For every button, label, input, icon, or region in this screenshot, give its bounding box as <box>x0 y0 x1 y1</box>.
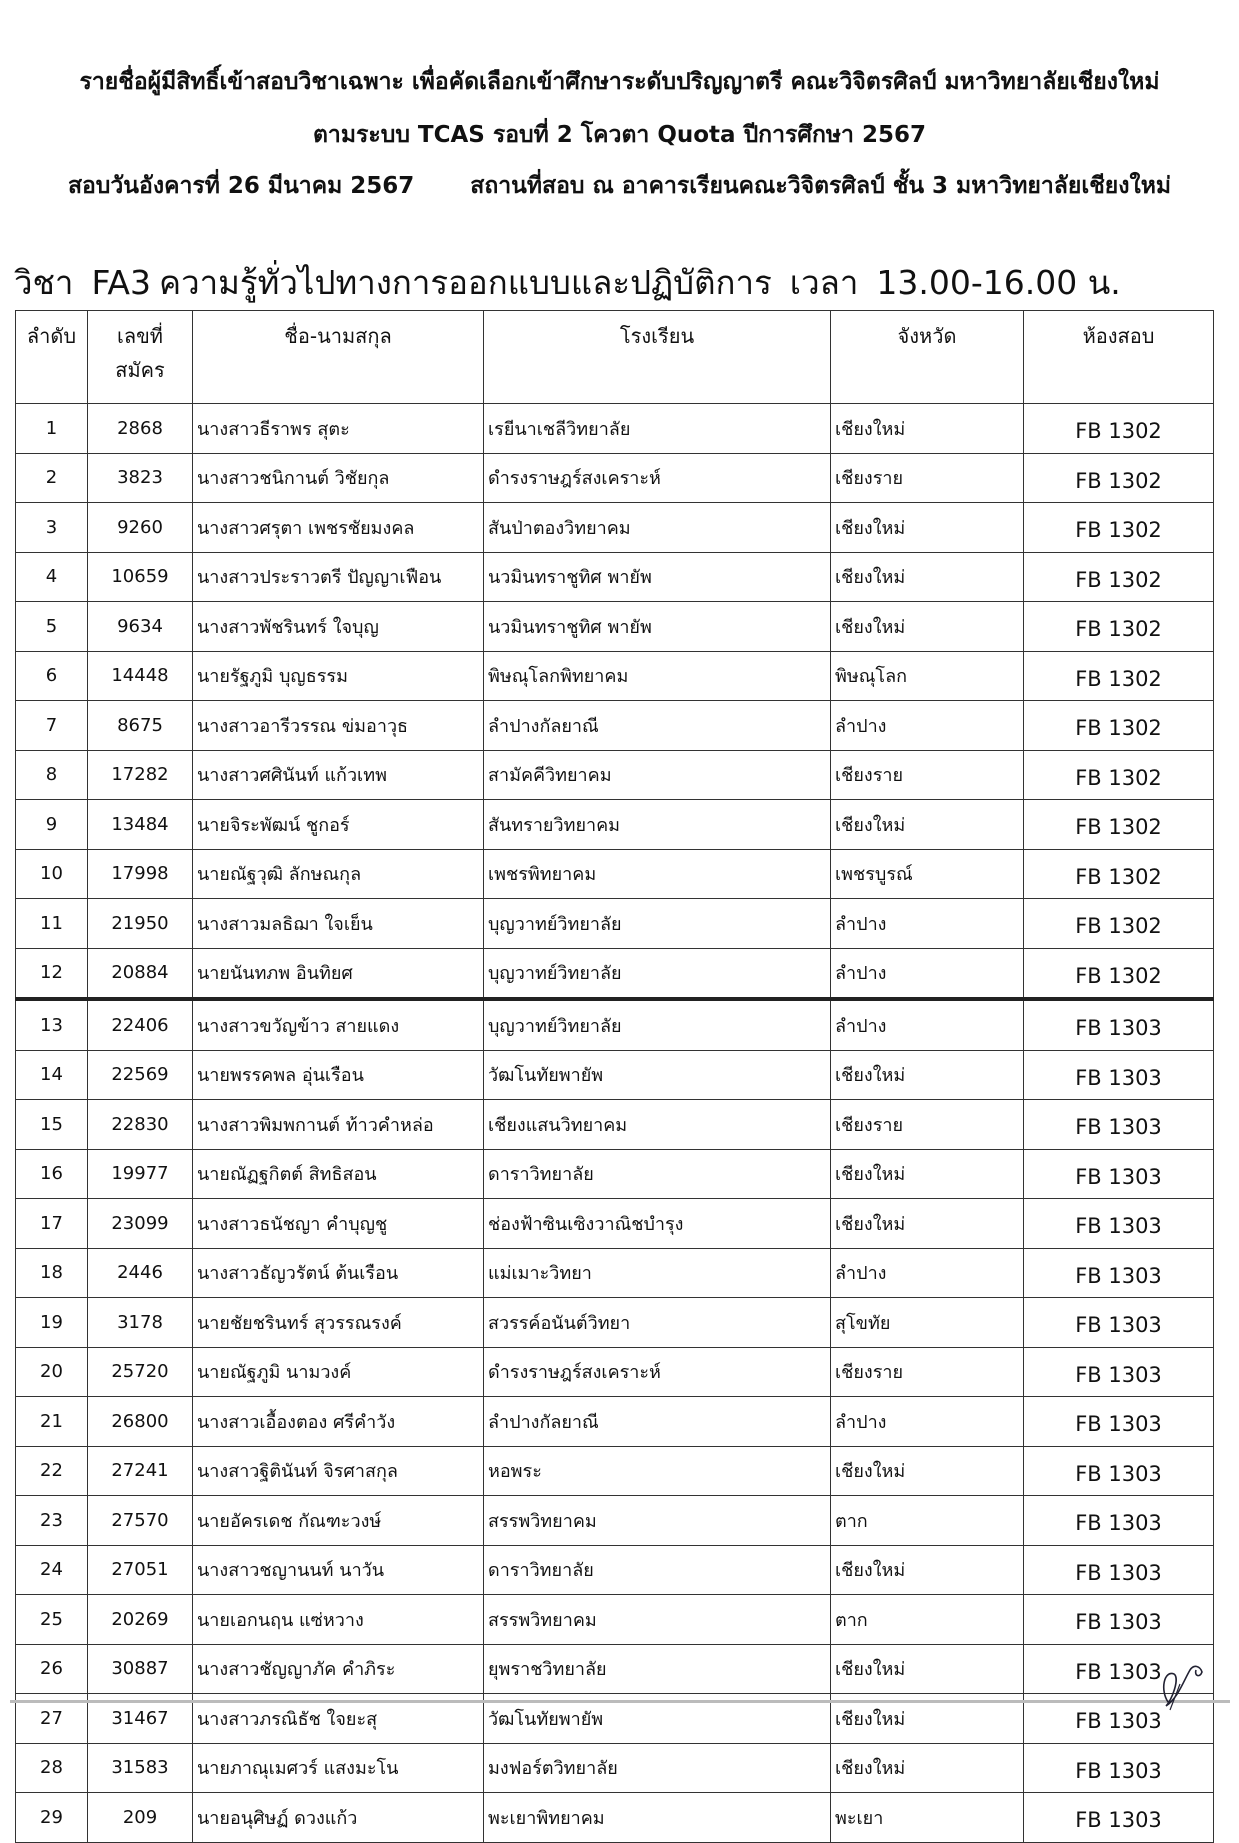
subject-heading <box>14 256 1121 309</box>
table-row <box>16 602 1214 652</box>
cell-room: FB 1303 <box>1024 1149 1214 1199</box>
cell-application-no: 9260 <box>88 503 193 553</box>
header-app-line2: สมัคร <box>115 358 165 382</box>
table-row <box>16 1743 1214 1793</box>
cell-province: เชียงใหม่ <box>831 800 1024 850</box>
cell-province: เชียงใหม่ <box>831 552 1024 602</box>
cell-application-no: 10659 <box>88 552 193 602</box>
cell-application-no: 25720 <box>88 1347 193 1397</box>
cell-room: FB 1303 <box>1024 1644 1214 1694</box>
cell-province: เชียงใหม่ <box>831 602 1024 652</box>
table-row <box>16 1545 1214 1595</box>
cell-name: นางสาวเอื้องตอง ศรีคำวัง <box>193 1397 484 1447</box>
table-row <box>16 1248 1214 1298</box>
cell-room: FB 1302 <box>1024 800 1214 850</box>
cell-room: FB 1302 <box>1024 899 1214 949</box>
table-row <box>16 1347 1214 1397</box>
cell-name: นายจิระพัฒน์ ชูกอร์ <box>193 800 484 850</box>
cell-application-no: 22830 <box>88 1100 193 1150</box>
cell-room: FB 1303 <box>1024 1496 1214 1546</box>
header-title-line1: รายชื่อผู้มีสิทธิ์เข้าสอบวิชาเฉพาะ เพื่อคัดเลือกเข้าศึกษาระดับปริญญาตรี คณะวิจิตรศิลป์ มหาวิทยาลัยเชียงใหม่ <box>79 69 1160 95</box>
cell-school: แม่เมาะวิทยา <box>484 1248 831 1298</box>
page-bottom-rule <box>10 1700 1230 1703</box>
cell-province: ลำปาง <box>831 1248 1024 1298</box>
table-header-row <box>16 311 1214 404</box>
cell-school: ลำปางกัลยาณี <box>484 1397 831 1447</box>
cell-no: 6 <box>16 651 88 701</box>
cell-name: นายชัยชรินทร์ สุวรรณรงค์ <box>193 1298 484 1348</box>
header-app-line1: เลขที่ <box>117 324 163 348</box>
cell-room: FB 1303 <box>1024 999 1214 1050</box>
cell-province: เชียงใหม่ <box>831 1743 1024 1793</box>
table-row <box>16 1644 1214 1694</box>
cell-province: ตาก <box>831 1496 1024 1546</box>
table-row <box>16 999 1214 1050</box>
cell-name: นายเอกนฤน แซ่หวาง <box>193 1595 484 1645</box>
table-row <box>16 701 1214 751</box>
cell-no: 28 <box>16 1743 88 1793</box>
cell-province: ลำปาง <box>831 948 1024 999</box>
cell-application-no: 17998 <box>88 849 193 899</box>
cell-province: เชียงใหม่ <box>831 1644 1024 1694</box>
cell-application-no: 8675 <box>88 701 193 751</box>
cell-school: เพชรพิทยาคม <box>484 849 831 899</box>
cell-school: วัฒโนทัยพายัพ <box>484 1694 831 1744</box>
table-row <box>16 404 1214 454</box>
cell-school: มงฟอร์ตวิทยาลัย <box>484 1743 831 1793</box>
table-row <box>16 503 1214 553</box>
cell-name: นายรัฐภูมิ บุญธรรม <box>193 651 484 701</box>
cell-name: นางสาวธีราพร สุตะ <box>193 404 484 454</box>
cell-room: FB 1302 <box>1024 701 1214 751</box>
cell-name: นางสาวฐิตินันท์ จิรศาสกุล <box>193 1446 484 1496</box>
cell-no: 9 <box>16 800 88 850</box>
cell-application-no: 2868 <box>88 404 193 454</box>
cell-province: เชียงใหม่ <box>831 1545 1024 1595</box>
cell-name: นางสาวขวัญข้าว สายแดง <box>193 999 484 1050</box>
signature <box>1150 1640 1210 1720</box>
subject-code: FA3 <box>91 263 151 302</box>
cell-name: นายณัฐวุฒิ ลักษณกุล <box>193 849 484 899</box>
table-row <box>16 651 1214 701</box>
cell-no: 27 <box>16 1694 88 1744</box>
cell-application-no: 3178 <box>88 1298 193 1348</box>
table-row <box>16 453 1214 503</box>
cell-application-no: 17282 <box>88 750 193 800</box>
cell-name: นางสาวศรุตา เพชรชัยมงคล <box>193 503 484 553</box>
table-row <box>16 552 1214 602</box>
cell-province: ลำปาง <box>831 1397 1024 1447</box>
cell-application-no: 20269 <box>88 1595 193 1645</box>
cell-no: 2 <box>16 453 88 503</box>
cell-province: ตาก <box>831 1595 1024 1645</box>
cell-school: สันทรายวิทยาคม <box>484 800 831 850</box>
cell-name: นางสาวประราวตรี ปัญญาเฟือน <box>193 552 484 602</box>
cell-school: ลำปางกัลยาณี <box>484 701 831 751</box>
cell-room: FB 1302 <box>1024 453 1214 503</box>
cell-no: 23 <box>16 1496 88 1546</box>
table-row <box>16 1050 1214 1100</box>
subject-title: ความรู้ทั่วไปทางการออกแบบและปฏิบัติการ <box>159 263 772 302</box>
candidate-table <box>15 310 1214 1843</box>
cell-no: 10 <box>16 849 88 899</box>
cell-application-no: 22406 <box>88 999 193 1050</box>
cell-no: 19 <box>16 1298 88 1348</box>
cell-name: นายภาณุเมศวร์ แสงมะโน <box>193 1743 484 1793</box>
cell-room: FB 1303 <box>1024 1199 1214 1249</box>
cell-room: FB 1302 <box>1024 948 1214 999</box>
cell-name: นายณัฏฐกิตต์ สิทธิสอน <box>193 1149 484 1199</box>
cell-province: เชียงใหม่ <box>831 404 1024 454</box>
cell-no: 1 <box>16 404 88 454</box>
cell-no: 14 <box>16 1050 88 1100</box>
cell-school: เรยีนาเชลีวิทยาลัย <box>484 404 831 454</box>
exam-date: สอบวันอังคารที่ 26 มีนาคม 2567 <box>67 173 415 199</box>
exam-place: สถานที่สอบ ณ อาคารเรียนคณะวิจิตรศิลป์ ชั้น 3 มหาวิทยาลัยเชียงใหม่ <box>470 173 1172 199</box>
cell-room: FB 1302 <box>1024 404 1214 454</box>
cell-room: FB 1302 <box>1024 651 1214 701</box>
cell-province: ลำปาง <box>831 999 1024 1050</box>
cell-room: FB 1303 <box>1024 1694 1214 1744</box>
table-row <box>16 800 1214 850</box>
cell-room: FB 1302 <box>1024 750 1214 800</box>
header-province: จังหวัด <box>831 311 1024 404</box>
cell-province: เชียงราย <box>831 453 1024 503</box>
cell-province: พะเยา <box>831 1793 1024 1843</box>
cell-school: ดำรงราษฎร์สงเคราะห์ <box>484 1347 831 1397</box>
header-application-no <box>88 311 193 404</box>
cell-name: นายอัครเดช กัณฑะวงษ์ <box>193 1496 484 1546</box>
cell-room: FB 1303 <box>1024 1793 1214 1843</box>
cell-school: ดาราวิทยาลัย <box>484 1545 831 1595</box>
cell-province: ลำปาง <box>831 899 1024 949</box>
cell-room: FB 1302 <box>1024 602 1214 652</box>
table-row <box>16 1298 1214 1348</box>
cell-room: FB 1303 <box>1024 1100 1214 1150</box>
cell-province: เชียงใหม่ <box>831 1050 1024 1100</box>
table-row <box>16 1595 1214 1645</box>
cell-province: เชียงราย <box>831 1347 1024 1397</box>
cell-room: FB 1302 <box>1024 552 1214 602</box>
cell-application-no: 27051 <box>88 1545 193 1595</box>
cell-no: 22 <box>16 1446 88 1496</box>
cell-province: เชียงใหม่ <box>831 503 1024 553</box>
cell-province: เชียงใหม่ <box>831 1694 1024 1744</box>
cell-province: เชียงราย <box>831 750 1024 800</box>
cell-school: เชียงแสนวิทยาคม <box>484 1100 831 1150</box>
cell-application-no: 27241 <box>88 1446 193 1496</box>
cell-name: นางสาวชนิกานต์ วิชัยกุล <box>193 453 484 503</box>
cell-name: นายนันทภพ อินทิยศ <box>193 948 484 999</box>
cell-school: ดำรงราษฎร์สงเคราะห์ <box>484 453 831 503</box>
cell-application-no: 209 <box>88 1793 193 1843</box>
cell-application-no: 19977 <box>88 1149 193 1199</box>
cell-application-no: 3823 <box>88 453 193 503</box>
cell-name: นางสาวธนัชญา คำบุญชู <box>193 1199 484 1249</box>
cell-school: พิษณุโลกพิทยาคม <box>484 651 831 701</box>
cell-no: 7 <box>16 701 88 751</box>
cell-name: นางสาวภรณิธัช ใจยะสุ <box>193 1694 484 1744</box>
cell-application-no: 30887 <box>88 1644 193 1694</box>
cell-school: ดาราวิทยาลัย <box>484 1149 831 1199</box>
cell-room: FB 1303 <box>1024 1397 1214 1447</box>
table-row <box>16 750 1214 800</box>
cell-name: นางสาวศศินันท์ แก้วเทพ <box>193 750 484 800</box>
cell-school: นวมินทราชูทิศ พายัพ <box>484 602 831 652</box>
table-row <box>16 1199 1214 1249</box>
header-title-line2: ตามระบบ TCAS รอบที่ 2 โควตา Quota ปีการศึกษา 2567 <box>313 122 926 148</box>
cell-no: 12 <box>16 948 88 999</box>
cell-province: เชียงใหม่ <box>831 1199 1024 1249</box>
cell-name: นายอนุศิษฏ์ ดวงแก้ว <box>193 1793 484 1843</box>
cell-province: ลำปาง <box>831 701 1024 751</box>
table-row <box>16 948 1214 999</box>
time-label: เวลา <box>789 263 859 302</box>
cell-room: FB 1303 <box>1024 1446 1214 1496</box>
cell-no: 18 <box>16 1248 88 1298</box>
cell-school: วัฒโนทัยพายัพ <box>484 1050 831 1100</box>
cell-school: บุญวาทย์วิทยาลัย <box>484 899 831 949</box>
cell-school: บุญวาทย์วิทยาลัย <box>484 948 831 999</box>
cell-application-no: 31467 <box>88 1694 193 1744</box>
cell-school: ยุพราชวิทยาลัย <box>484 1644 831 1694</box>
table-row <box>16 1397 1214 1447</box>
cell-name: นางสาวมลธิฌา ใจเย็น <box>193 899 484 949</box>
table-row <box>16 1100 1214 1150</box>
cell-application-no: 31583 <box>88 1743 193 1793</box>
cell-no: 13 <box>16 999 88 1050</box>
cell-no: 5 <box>16 602 88 652</box>
subject-label: วิชา <box>14 263 74 302</box>
cell-application-no: 26800 <box>88 1397 193 1447</box>
cell-province: เพชรบูรณ์ <box>831 849 1024 899</box>
cell-no: 29 <box>16 1793 88 1843</box>
header-no: ลำดับ <box>16 311 88 404</box>
cell-no: 8 <box>16 750 88 800</box>
cell-name: นางสาวพัชรินทร์ ใจบุญ <box>193 602 484 652</box>
cell-school: บุญวาทย์วิทยาลัย <box>484 999 831 1050</box>
cell-application-no: 23099 <box>88 1199 193 1249</box>
cell-no: 24 <box>16 1545 88 1595</box>
cell-name: นางสาวพิมพกานต์ ท้าวคำหล่อ <box>193 1100 484 1150</box>
cell-school: สรรพวิทยาคม <box>484 1496 831 1546</box>
table-row <box>16 849 1214 899</box>
cell-province: เชียงราย <box>831 1100 1024 1150</box>
cell-no: 16 <box>16 1149 88 1199</box>
cell-room: FB 1303 <box>1024 1595 1214 1645</box>
cell-no: 26 <box>16 1644 88 1694</box>
cell-school: สวรรค์อนันต์วิทยา <box>484 1298 831 1348</box>
cell-school: ช่องฟ้าซินเซิงวาณิชบำรุง <box>484 1199 831 1249</box>
cell-no: 4 <box>16 552 88 602</box>
cell-application-no: 21950 <box>88 899 193 949</box>
cell-no: 20 <box>16 1347 88 1397</box>
cell-application-no: 22569 <box>88 1050 193 1100</box>
cell-province: เชียงใหม่ <box>831 1446 1024 1496</box>
cell-school: สันป่าตองวิทยาคม <box>484 503 831 553</box>
cell-province: สุโขทัย <box>831 1298 1024 1348</box>
cell-application-no: 9634 <box>88 602 193 652</box>
cell-room: FB 1303 <box>1024 1347 1214 1397</box>
header-room: ห้องสอบ <box>1024 311 1214 404</box>
cell-room: FB 1302 <box>1024 503 1214 553</box>
table-row <box>16 1149 1214 1199</box>
header-exam-info <box>0 168 1239 204</box>
cell-room: FB 1302 <box>1024 849 1214 899</box>
cell-room: FB 1303 <box>1024 1545 1214 1595</box>
cell-province: เชียงใหม่ <box>831 1149 1024 1199</box>
table-row <box>16 1793 1214 1843</box>
cell-school: สรรพวิทยาคม <box>484 1595 831 1645</box>
cell-no: 21 <box>16 1397 88 1447</box>
cell-application-no: 14448 <box>88 651 193 701</box>
cell-school: สามัคคีวิทยาคม <box>484 750 831 800</box>
cell-application-no: 20884 <box>88 948 193 999</box>
table-row <box>16 1446 1214 1496</box>
cell-application-no: 2446 <box>88 1248 193 1298</box>
table-row <box>16 1496 1214 1546</box>
cell-room: FB 1303 <box>1024 1248 1214 1298</box>
cell-name: นางสาวชญานนท์ นาวัน <box>193 1545 484 1595</box>
header-name: ชื่อ-นามสกุล <box>193 311 484 404</box>
cell-school: นวมินทราชูทิศ พายัพ <box>484 552 831 602</box>
cell-room: FB 1303 <box>1024 1743 1214 1793</box>
cell-application-no: 27570 <box>88 1496 193 1546</box>
cell-no: 15 <box>16 1100 88 1150</box>
cell-name: นางสาวธัญวรัตน์ ต้นเรือน <box>193 1248 484 1298</box>
cell-school: พะเยาพิทยาคม <box>484 1793 831 1843</box>
cell-name: นางสาวชัญญาภัค คำภิระ <box>193 1644 484 1694</box>
cell-room: FB 1303 <box>1024 1050 1214 1100</box>
cell-school: หอพระ <box>484 1446 831 1496</box>
cell-no: 3 <box>16 503 88 553</box>
cell-no: 25 <box>16 1595 88 1645</box>
cell-room: FB 1303 <box>1024 1298 1214 1348</box>
cell-name: นายพรรคพล อุ่นเรือน <box>193 1050 484 1100</box>
cell-province: พิษณุโลก <box>831 651 1024 701</box>
header-school: โรงเรียน <box>484 311 831 404</box>
table-row <box>16 899 1214 949</box>
cell-name: นางสาวอารีวรรณ ข่มอาวุธ <box>193 701 484 751</box>
cell-application-no: 13484 <box>88 800 193 850</box>
cell-name: นายณัฐภูมิ นามวงค์ <box>193 1347 484 1397</box>
cell-no: 11 <box>16 899 88 949</box>
exam-time: 13.00-16.00 น. <box>876 263 1121 302</box>
cell-no: 17 <box>16 1199 88 1249</box>
